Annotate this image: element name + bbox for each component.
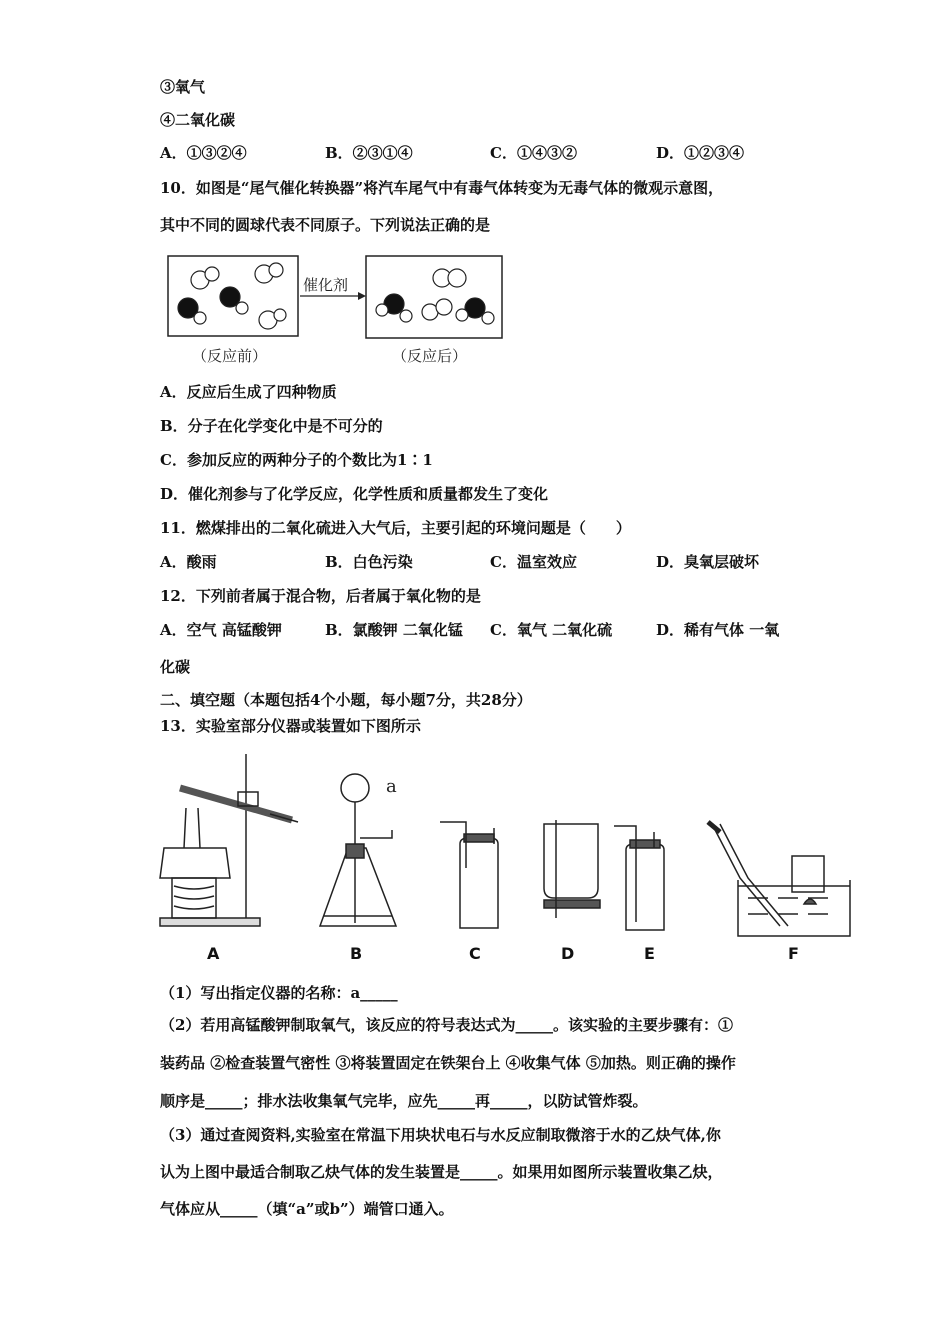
q10-option-c: C．参加反应的两种分子的个数比为1∶1 [160,451,433,469]
apparatus-f [708,822,850,936]
q13-sub1: （1）写出指定仪器的名称：a_____ [160,984,398,1002]
q9-option-c: C．①④③② [490,144,577,162]
label-d: D [561,944,575,963]
label-a: A [207,944,220,963]
before-caption: （反应前） [192,347,268,365]
q10-stem-line1: 10．如图是“尾气催化转换器”将汽车尾气中有毒气体转变为无毒气体的微观示意图， [160,179,724,197]
section2-title: 二、填空题（本题包括4个小题，每小题7分，共28分） [160,691,532,709]
apparatus-figure [160,748,860,948]
q11-stem: 11．燃煤排出的二氧化硫进入大气后，主要引起的环境问题是（ ） [160,519,631,537]
q11-option-b: B．白色污染 [325,553,413,571]
apparatus-e [614,826,664,930]
molecule-diagram [160,252,520,372]
q11-option-c: C．温室效应 [490,553,577,571]
q13-sub2-line3: 顺序是_____；排水法收集氧气完毕，应先_____再_____，以防试管炸裂。 [160,1092,648,1110]
q11-option-d: D．臭氧层破坏 [656,553,760,571]
q9-option-d: D．①②③④ [656,144,745,162]
q10-option-d: D．催化剂参与了化学反应，化学性质和质量都发生了变化 [160,485,549,503]
funnel-label-a: a [386,776,397,797]
apparatus-a [160,754,298,926]
apparatus-c [440,822,498,928]
q13-sub2-line2: 装药品 ②检查装置气密性 ③将装置固定在铁架台上 ④收集气体 ⑤加热。则正确的操作 [160,1054,736,1072]
q13-stem: 13．实验室部分仪器或装置如下图所示 [160,717,421,735]
q9-option-b: B．②③①④ [325,144,413,162]
q12-stem: 12．下列前者属于混合物，后者属于氧化物的是 [160,587,481,605]
q13-sub3-line2: 认为上图中最适合制取乙炔气体的发生装置是_____。如果用如图所示装置收集乙炔， [160,1163,723,1181]
item-oxygen: ③氧气 [160,78,206,96]
q13-sub3-line1: （3）通过查阅资料,实验室在常温下用块状电石与水反应制取微溶于水的乙炔气体,你 [160,1126,721,1144]
q12-option-d-continuation: 化碳 [160,658,191,676]
q12-option-c: C．氧气 二氧化硫 [490,621,613,639]
q10-option-a: A．反应后生成了四种物质 [160,383,337,401]
label-c: C [469,944,481,963]
q12-option-b: B．氯酸钾 二氧化锰 [325,621,463,639]
q9-option-a: A．①③②④ [160,144,247,162]
label-f: F [788,944,799,963]
apparatus-d [544,820,600,918]
apparatus-b [320,774,396,926]
q12-option-d: D．稀有气体 一氧 [656,621,780,639]
q12-option-a: A．空气 高锰酸钾 [160,621,282,639]
q13-sub3-line3: 气体应从_____（填“a”或b”）端管口通入。 [160,1200,454,1218]
label-b: B [350,944,363,963]
q13-sub2-line1: （2）若用高锰酸钾制取氧气，该反应的符号表达式为_____。该实验的主要步骤有：① [160,1016,733,1034]
q11-option-a: A．酸雨 [160,553,217,571]
catalyst-label: 催化剂 [303,276,349,294]
q10-option-b: B．分子在化学变化中是不可分的 [160,417,383,435]
label-e: E [644,944,655,963]
q10-stem-line2: 其中不同的圆球代表不同原子。下列说法正确的是 [160,216,491,234]
item-carbon-dioxide: ④二氧化碳 [160,111,236,129]
after-caption: （反应后） [392,347,468,365]
